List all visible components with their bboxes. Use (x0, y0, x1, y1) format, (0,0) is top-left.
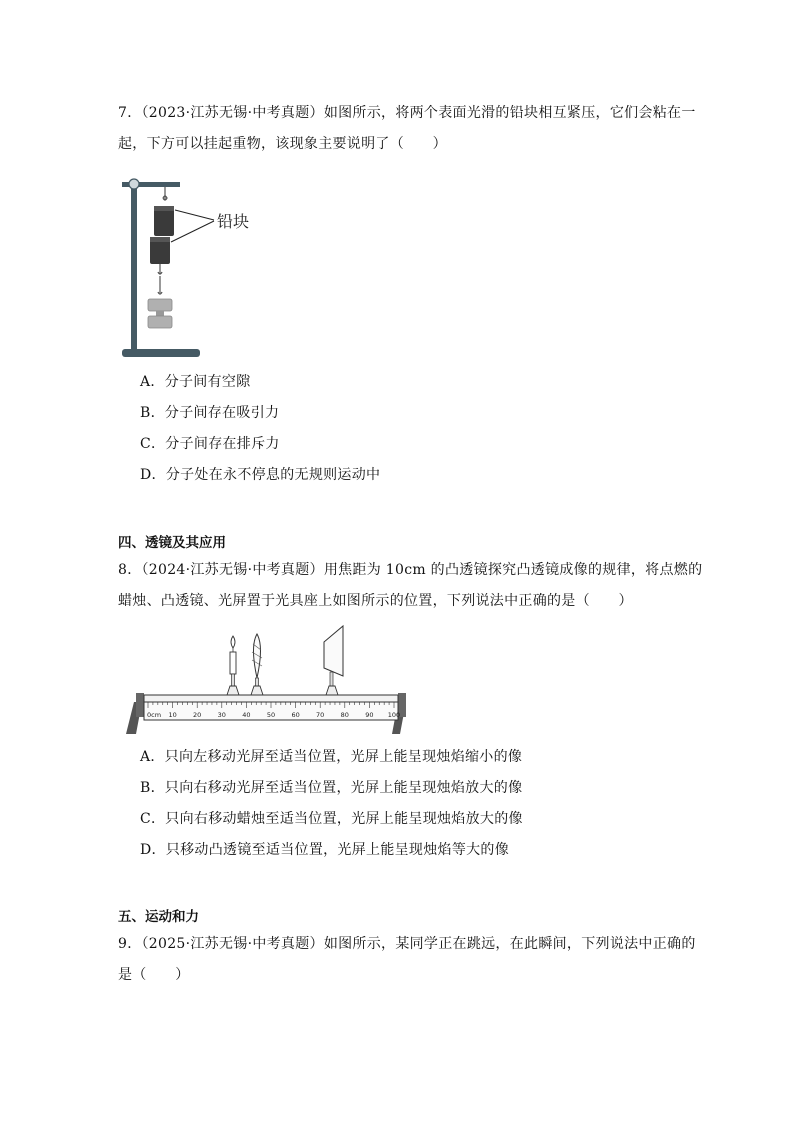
lead-block-label: 铅块 (217, 212, 250, 231)
scale-label: 40 (242, 711, 251, 719)
q8-option-c[interactable]: C．只向右移动蜡烛至适当位置，光屏上能呈现烛焰放大的像 (140, 811, 523, 827)
scale-label: 90 (365, 711, 374, 719)
scale-label: 80 (340, 711, 349, 719)
q9-stem-line2: 是（ ） (118, 967, 190, 983)
section-5-title: 五、运动和力 (118, 909, 199, 925)
q9-stem-line1: 9．（2025·江苏无锡·中考真题）如图所示，某同学正在跳远，在此瞬间，下列说法中正确的 (118, 936, 696, 952)
scale-label: 20 (193, 711, 202, 719)
scale-label: 30 (217, 711, 226, 719)
section-4-title: 四、透镜及其应用 (118, 535, 226, 551)
scale-label: 0cm (147, 711, 162, 719)
q8-optical-bench-figure (118, 622, 418, 737)
convex-lens (251, 634, 263, 695)
q7-option-b[interactable]: B．分子间存在吸引力 (140, 405, 280, 421)
candle (227, 636, 239, 695)
stand-clamp (129, 179, 139, 189)
q8-stem-line1: 8．（2024·江苏无锡·中考真题）用焦距为 10cm 的凸透镜探究凸透镜成像的规律，将点燃的 (118, 562, 703, 578)
q7-option-a[interactable]: A．分子间有空隙 (140, 374, 251, 390)
q7-lead-block-figure (118, 168, 268, 363)
q7-option-c[interactable]: C．分子间存在排斥力 (140, 436, 280, 452)
scale-label: 100 (387, 711, 401, 719)
bench-rail (144, 695, 398, 702)
q8-option-d[interactable]: D．只移动凸透镜至适当位置，光屏上能呈现烛焰等大的像 (140, 842, 510, 858)
q8-stem-line2: 蜡烛、凸透镜、光屏置于光具座上如图所示的位置，下列说法中正确的是（ ） (118, 593, 633, 609)
scale-label: 60 (291, 711, 300, 719)
scale-label: 10 (168, 711, 177, 719)
weight-lower (148, 316, 172, 328)
weight-upper (148, 299, 172, 311)
q7-stem-line1: 7．（2023·江苏无锡·中考真题）如图所示，将两个表面光滑的铅块相互紧压，它们会粘在一 (118, 105, 696, 121)
scale-label: 70 (316, 711, 325, 719)
light-screen (324, 626, 343, 695)
q7-option-d[interactable]: D．分子处在永不停息的无规则运动中 (140, 467, 381, 483)
stand-pole (131, 180, 137, 352)
scale-label: 50 (266, 711, 276, 719)
q8-option-b[interactable]: B．只向右移动光屏至适当位置，光屏上能呈现烛焰放大的像 (140, 780, 523, 796)
q8-option-a[interactable]: A．只向左移动光屏至适当位置，光屏上能呈现烛焰缩小的像 (140, 749, 523, 765)
q7-stem-line2: 起，下方可以挂起重物，该现象主要说明了（ ） (118, 136, 447, 152)
